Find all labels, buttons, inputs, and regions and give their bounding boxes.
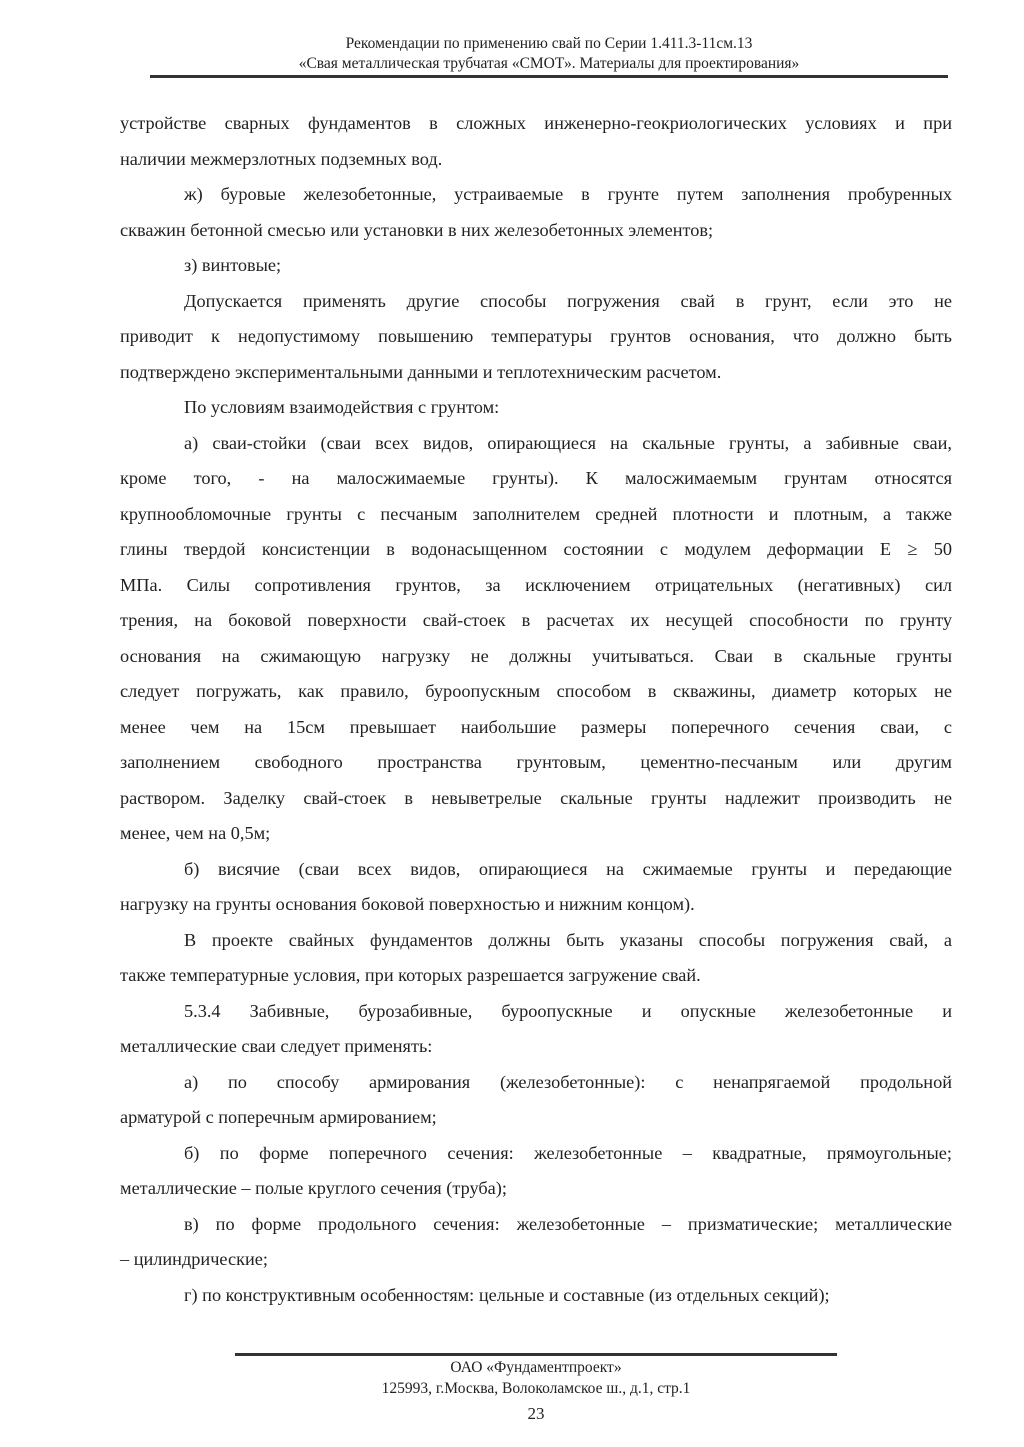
paragraph-line: раствором. Заделку свай-стоек в невыветрелые скальные грунты надлежит производить не [120, 787, 952, 808]
footer-org: ОАО «Фундаментпроект» [450, 1359, 622, 1376]
paragraph-line: МПа. Силы сопротивления грунтов, за исключением отрицательных (негативных) сил [120, 574, 952, 595]
paragraph [120, 177, 952, 248]
paragraph [120, 426, 952, 852]
document-body [120, 106, 952, 1313]
footer-address: 125993, г.Москва, Волоколамское ш., д.1, стр.1 [381, 1380, 691, 1397]
paragraph-line: ж) буровые железобетонные, устраиваемые в грунте путем заполнения пробуренных [184, 184, 952, 204]
paragraph-line: трения, на боковой поверхности свай-стоек в расчетах их несущей способности по грунту [120, 610, 952, 630]
paragraph-line: В проекте свайных фундаментов должны быть указаны способы погружения свай, а [184, 929, 952, 950]
header-line-2: «Свая металлическая трубчатая «СМОТ». Материалы для проектирования» [298, 55, 800, 72]
paragraph [120, 106, 952, 177]
paragraph-line: крупнообломочные грунты с песчаным заполнителем средней плотности и плотным, а также [120, 503, 952, 524]
paragraph-line: скважин бетонной смесью или установки в них железобетонных элементов; [120, 219, 714, 240]
paragraph-line: кроме того, - на малосжимаемые грунты). К малосжимаемым грунтам относятся [120, 468, 952, 488]
paragraph-line: следует погружать, как правило, буроопускным способом в скважины, диаметр которых не [120, 681, 952, 701]
header-rule [150, 75, 948, 78]
paragraph-line: менее чем на 15см превышает наибольшие размеры поперечного сечения сваи, с [120, 716, 952, 737]
paragraph-line: Допускается применять другие способы погружения свай в грунт, если это не [184, 290, 952, 311]
paragraph-line: металлические – полые круглого сечения (труба); [120, 1178, 507, 1198]
paragraph [120, 390, 952, 426]
paragraph [120, 852, 952, 923]
paragraph [120, 994, 952, 1065]
paragraph-line: заполнением свободного пространства грунтовым, цементно-песчаным или другим [120, 752, 952, 772]
paragraph-line: а) сваи-стойки (сваи всех видов, опирающиеся на скальные грунты, а забивные сваи, [184, 432, 952, 453]
paragraph-line: По условиям взаимодействия с грунтом: [184, 397, 500, 417]
page-footer [235, 1357, 837, 1399]
paragraph-line: подтверждено экспериментальными данными и теплотехническим расчетом. [120, 361, 722, 382]
paragraph-line: наличии межмерзлотных подземных вод. [120, 148, 443, 169]
paragraph-line: основания на сжимающую нагрузку не должны учитываться. Сваи в скальные грунты [120, 645, 952, 666]
footer-rule [235, 1353, 837, 1356]
header-line-1: Рекомендации по применению свай по Серии 1.411.3-11см.13 [345, 35, 753, 52]
paragraph [120, 1136, 952, 1207]
paragraph-line: металлические сваи следует применять: [120, 1036, 433, 1056]
paragraph [120, 1065, 952, 1136]
page-number: 23 [527, 1404, 545, 1423]
paragraph-line: б) по форме поперечного сечения: железобетонные – квадратные, прямоугольные; [184, 1142, 952, 1163]
paragraph [120, 1207, 952, 1278]
page-header [150, 34, 948, 74]
paragraph-line: нагрузку на грунты основания боковой поверхностью и нижним концом). [120, 894, 695, 914]
paragraph-line: 5.3.4 Забивные, бурозабивные, буроопускные и опускные железобетонные и [184, 1000, 952, 1021]
paragraph-line: а) по способу армирования (железобетонные): с ненапрягаемой продольной [184, 1071, 952, 1092]
paragraph-line: б) висячие (сваи всех видов, опирающиеся на сжимаемые грунты и передающие [184, 858, 952, 879]
paragraph-line: арматурой с поперечным армированием; [120, 1107, 437, 1127]
paragraph-line: – цилиндрические; [120, 1249, 268, 1269]
paragraph-line: в) по форме продольного сечения: железобетонные – призматические; металлические [184, 1213, 952, 1234]
paragraph-line: з) винтовые; [184, 255, 282, 275]
paragraph-line: глины твердой консистенции в водонасыщенном состоянии с модулем деформации Е ≥ 50 [120, 539, 952, 559]
paragraph-line: устройстве сварных фундаментов в сложных инженерно-геокриологических условиях и при [120, 113, 952, 133]
paragraph [120, 1278, 952, 1314]
paragraph-line: также температурные условия, при которых разрешается загружение свай. [120, 965, 701, 985]
paragraph [120, 284, 952, 391]
paragraph [120, 923, 952, 994]
paragraph [120, 248, 952, 284]
paragraph-line: приводит к недопустимому повышению температуры грунтов основания, что должно быть [120, 326, 952, 346]
paragraph-line: менее, чем на 0,5м; [120, 823, 271, 843]
paragraph-line: г) по конструктивным особенностям: цельные и составные (из отдельных секций); [184, 1284, 830, 1305]
